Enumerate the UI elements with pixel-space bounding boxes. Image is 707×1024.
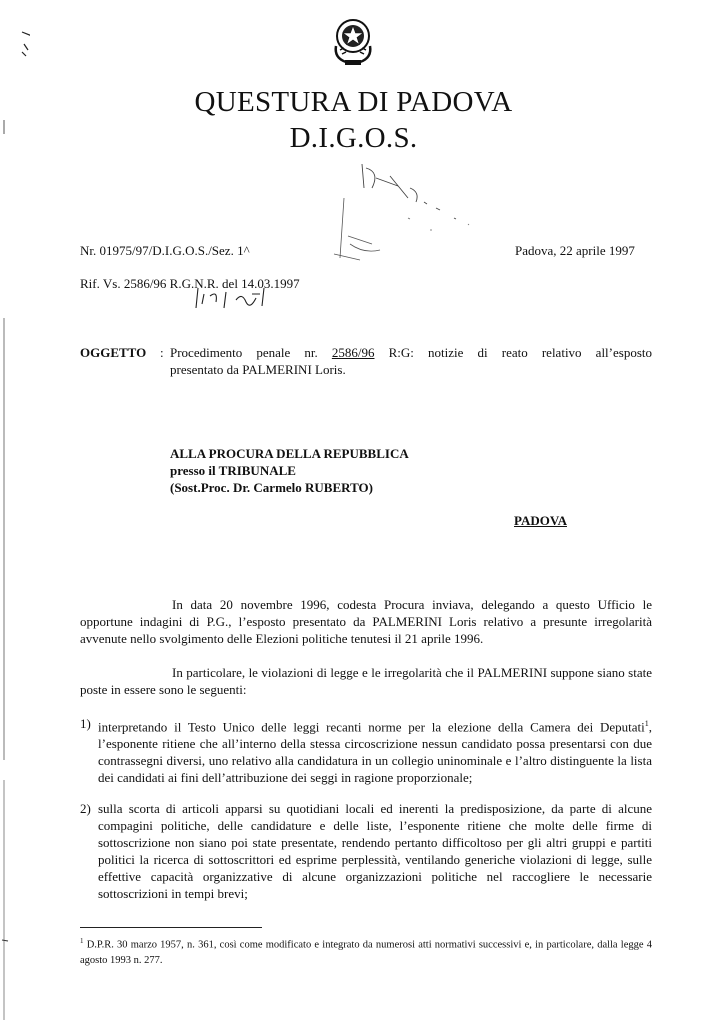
- footnote-separator: [80, 927, 262, 928]
- protocol-number: Nr. 01975/97/D.I.G.O.S./Sez. 1^: [80, 243, 250, 258]
- recipient-line1: ALLA PROCURA DELLA REPUBBLICA: [170, 446, 409, 461]
- reference-line: Rif. Vs. 2586/96 R.G.N.R. del 14.03.1997: [80, 276, 300, 291]
- handwritten-annotation: [320, 158, 510, 268]
- subject-label: OGGETTO: [80, 345, 147, 360]
- place-date: Padova, 22 aprile 1997: [515, 243, 635, 258]
- subject-line2: presentato da PALMERINI Loris.: [170, 362, 346, 377]
- subject-case-number: 2586/96: [331, 345, 375, 360]
- recipient-line3: (Sost.Proc. Dr. Carmelo RUBERTO): [170, 480, 373, 495]
- office-title: QUESTURA DI PADOVA: [194, 86, 513, 118]
- recipient-city: PADOVA: [514, 513, 567, 528]
- subject-line1: Procedimento penale nr. 2586/96 R:G: notizie di reato relativo all’esposto: [170, 345, 652, 360]
- body-paragraph-2: In particolare, le violazioni di legge e le irregolarità che il PALMERINI suppone siano state poste in essere sono le seguenti:: [80, 665, 652, 697]
- italian-republic-emblem-icon: [330, 12, 376, 68]
- list-item-1: 1) interpretando il Testo Unico delle leggi recanti norme per la elezione della Camera dei Deputati$^1$, l’esponente ritiene che all’interno della stessa circoscrizione nessun candidato possa presentarsi con due contrassegni diversi, uno relativo alla candidatura in un collegio uninominale e l’altro distinguente la lista dei candidati ai fini dell’attribuzione dei seggi in ragione proporzionale;: [80, 716, 652, 786]
- subject-colon: :: [160, 345, 164, 360]
- body-paragraph-1: In data 20 novembre 1996, codesta Procura inviava, delegando a questo Ufficio le opportune indagini di P.G., l’esposto presentato da PALMERINI Loris relativo a presunte irregolarità avvenute nello svolgimento delle Elezioni politiche tenutesi il 21 aprile 1996.: [80, 597, 652, 646]
- footnote: $^1$ D.P.R. 30 marzo 1957, n. 361, così come modificato e integrato da numerosi atti normativi successivi e, in particolare, dalla legge 4 agosto 1993 n. 277.: [80, 937, 652, 966]
- list-item-2: 2) sulla scorta di articoli apparsi su quotidiani locali ed inerenti la predisposizione, da parte di alcune compagini politiche, delle candidature e delle liste, l’esponente ritiene che molte delle firme di sottoscrizione non siano poi state presentate, rendendo pertanto difficoltoso per gli altri gruppi e partiti politici la ricerca di sottoscrittori ed esprime perplessità, ventilando generiche violazioni di legge, sulle effettive capacità organizzative di alcune organizzazioni politiche nel raccogliere le necessarie sottoscrizioni in tempi brevi;: [80, 801, 652, 901]
- recipient-line2: presso il TRIBUNALE: [170, 463, 296, 478]
- office-subtitle: D.I.G.O.S.: [289, 122, 418, 154]
- handwritten-initials: [190, 282, 280, 312]
- footnote-ref: 1: [644, 719, 649, 728]
